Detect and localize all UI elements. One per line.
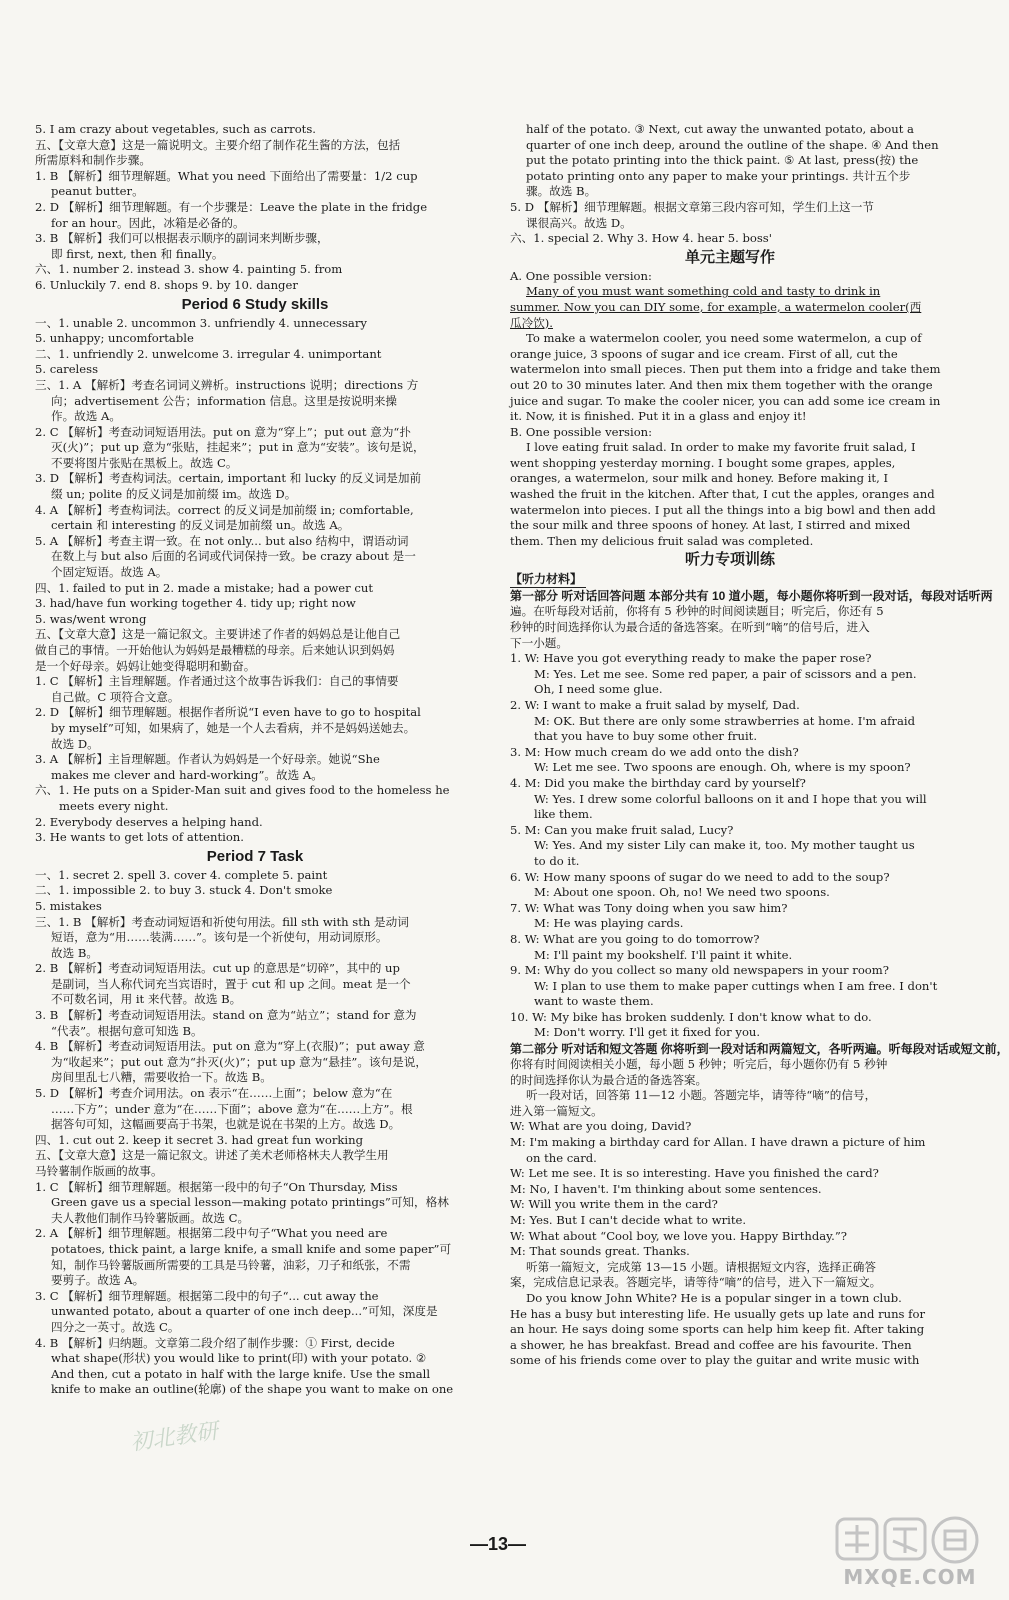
answer-circle-logo-icon bbox=[835, 1515, 983, 1567]
text-line: 2. B 【解析】考查动词短语用法。cut up 的意思是“切碎”，其中的 up bbox=[35, 961, 400, 976]
listening-material-label: 【听力材料】 bbox=[510, 571, 586, 588]
text-line: 五、【文章大意】这是一篇记叙文。讲述了美术老师格林夫人教学生用 bbox=[35, 1148, 389, 1163]
text-line: some of his friends come over to play the guitar and write music with bbox=[510, 1353, 920, 1368]
text-line: put the potato printing into the thick paint. ⑤ At last, press(按) the bbox=[526, 153, 919, 168]
watermark-stamp: 初北教研 bbox=[128, 1418, 220, 1456]
text-line: 自己做。C 项符合文意。 bbox=[51, 689, 180, 704]
text-line: 四、1. failed to put in 2. made a mistake; had a power cut bbox=[35, 580, 373, 595]
text-line: 2. W: I want to make a fruit salad by myself, Dad. bbox=[510, 698, 800, 712]
text-line: 5. mistakes bbox=[35, 898, 102, 913]
label-row bbox=[510, 571, 950, 588]
text-line: 5. was/went wrong bbox=[35, 611, 147, 626]
part-heading: 第一部分 听对话回答问题 本部分共有 10 道小题，每小题你将听到一段对话，每段对话听两 bbox=[510, 589, 993, 604]
text-line: it. Now, it is finished. Put it in a glass and enjoy it! bbox=[510, 409, 807, 424]
text-line: 马铃薯制作版画的故事。 bbox=[35, 1164, 163, 1178]
text-line: 要剪子。故选 A。 bbox=[51, 1273, 145, 1288]
text-line: 案，完成信息记录表。答题完毕，请等待“嘀”的信号，进入下一篇短文。 bbox=[510, 1275, 882, 1290]
text-line: 故选 B。 bbox=[51, 945, 98, 960]
text-line: 遍。在听每段对话前，你将有 5 秒钟的时间阅读题目；听完后，你还有 5 bbox=[510, 604, 884, 619]
text-line: for an hour。因此，冰箱是必备的。 bbox=[51, 215, 245, 230]
text-line: unwanted potato, about a quarter of one inch deep...”可知，深度是 bbox=[51, 1304, 438, 1319]
text-line: W: What about “Cool boy, we love you. Happy Birthday.”? bbox=[510, 1228, 847, 1243]
text-line: an hour. He says doing some sports can help him keep fit. After taking bbox=[510, 1322, 925, 1337]
text-line: Oh, I need some glue. bbox=[534, 682, 663, 697]
text-line: 6. Unluckily 7. end 8. shops 9. by 10. danger bbox=[35, 277, 298, 292]
text-line: 3. C 【解析】细节理解题。根据第二段中的句子“... cut away the bbox=[35, 1288, 379, 1303]
text-line: 个固定短语。故选 A。 bbox=[51, 565, 168, 580]
text-line: 四、1. cut out 2. keep it secret 3. had great fun working bbox=[35, 1132, 364, 1147]
text-line: 3. D 【解析】考查构词法。certain, important 和 lucky 的反义词是加前 bbox=[35, 471, 422, 486]
text-line: 即 first, next, then 和 finally。 bbox=[51, 246, 224, 261]
text-line: 所需原料和制作步骤。 bbox=[35, 153, 151, 168]
section-heading: Period 7 Task bbox=[206, 847, 304, 865]
text-line: 3. M: How much cream do we add onto the dish? bbox=[510, 744, 799, 759]
text-line: M: OK. But there are only some strawberries at home. I'm afraid bbox=[534, 713, 915, 728]
text-line: 三、1. A 【解析】考查名词词义辨析。instructions 说明；directions 方 bbox=[35, 377, 419, 392]
text-line: the sour milk and three spoons of honey. At last, I stirred and mixed bbox=[510, 518, 911, 533]
text-line: 据答句可知，这幅画要高于书架，也就是说在书架的上方。故选 D。 bbox=[51, 1117, 401, 1132]
text-line: ……下方”；under 意为“在……下面”；above 意为“在……上方”。根 bbox=[51, 1101, 413, 1116]
text-line: M: No, I haven't. I'm thinking about some sentences. bbox=[510, 1181, 822, 1196]
site-watermark-logo bbox=[835, 1515, 985, 1595]
text-line: 六、1. He puts on a Spider-Man suit and gives food to the homeless he bbox=[35, 783, 450, 798]
text-line: 9. M: Why do you collect so many old newspapers in your room? bbox=[510, 963, 889, 978]
text-line: 2. C 【解析】考查动词短语用法。put on 意为“穿上”；put out 意为“扑 bbox=[35, 424, 411, 439]
text-line: 作。故选 A。 bbox=[51, 409, 122, 424]
text-line: W: Will you write them in the card? bbox=[510, 1197, 718, 1212]
left-column bbox=[35, 122, 475, 1398]
text-line: Many of you must want something cold and tasty to drink in bbox=[526, 284, 881, 299]
text-line: 为“收起来”；put out 意为“扑灭(火)”；put up 意为“悬挂”。该句是说， bbox=[51, 1054, 427, 1069]
text-line: out 20 to 30 minutes later. And then mix them together with the orange bbox=[510, 377, 933, 392]
text-line: 是副词，当人称代词充当宾语时，置于 cut 和 up 之间。meat 是一个 bbox=[51, 976, 411, 991]
text-line: 5. M: Can you make fruit salad, Lucy? bbox=[510, 822, 734, 837]
text-line: 听一段对话，回答第 11—12 小题。答题完毕，请等待“嘀”的信号， bbox=[526, 1088, 877, 1103]
text-line: oranges, a watermelon, sour milk and honey. Before making it, I bbox=[510, 471, 889, 486]
text-line: on the card. bbox=[526, 1150, 597, 1165]
text-line: 4. B 【解析】归纳题。文章第二段介绍了制作步骤：① First, decide bbox=[35, 1335, 395, 1350]
text-line: W: I plan to use them to make paper cuttings when I am free. I don't bbox=[534, 978, 938, 993]
text-line: 一、1. unable 2. uncommon 3. unfriendly 4. unnecessary bbox=[35, 315, 367, 330]
text-line: certain 和 interesting 的反义词是加前缀 un。故选 A。 bbox=[51, 518, 350, 533]
text-line: 4. M: Did you make the birthday card by yourself? bbox=[510, 775, 806, 790]
text-line: 六、1. number 2. instead 3. show 4. painting 5. from bbox=[35, 262, 343, 277]
text-line: 2. Everybody deserves a helping hand. bbox=[35, 814, 263, 829]
text-line: 灭(火)”；put up 意为“张贴，挂起来”；put in 意为“安装”。该句是说， bbox=[51, 440, 425, 455]
text-line: 你将有时间阅读相关小题，每小题 5 秒钟；听完后，每小题你仍有 5 秒钟 bbox=[510, 1057, 888, 1072]
text-line: a shower, he has breakfast. Bread and coffee are his favourite. Then bbox=[510, 1337, 912, 1352]
text-line: 5. D 【解析】细节理解题。根据文章第三段内容可知，学生们上这一节 bbox=[510, 199, 874, 214]
text-line: 夫人教他们制作马铃薯版画。故选 C。 bbox=[51, 1210, 250, 1225]
text-line: 三、1. B 【解析】考查动词短语和祈使句用法。fill sth with sth 是动词 bbox=[35, 914, 409, 929]
text-line: 6. W: How many spoons of sugar do we need to add to the soup? bbox=[510, 869, 890, 884]
text-line: 一、1. secret 2. spell 3. cover 4. complete 5. paint bbox=[35, 867, 328, 882]
text-line: W: Let me see. Two spoons are enough. Oh, where is my spoon? bbox=[534, 760, 911, 775]
text-line: juice and sugar. To make the cooler nicer, you can add some ice cream in bbox=[510, 393, 941, 408]
text-line: “代表”。根据句意可知选 B。 bbox=[51, 1023, 203, 1038]
text-line: 5. I am crazy about vegetables, such as carrots. bbox=[35, 122, 316, 136]
text-line: that you have to buy some other fruit. bbox=[534, 729, 758, 744]
text-line: M: Yes. Let me see. Some red paper, a pair of scissors and a pen. bbox=[534, 666, 917, 681]
text-line: 3. B 【解析】我们可以根据表示顺序的副词来判断步骤， bbox=[35, 231, 329, 246]
text-line: 骤。故选 B。 bbox=[526, 184, 597, 199]
text-line: M: That sounds great. Thanks. bbox=[510, 1244, 690, 1259]
text-line: To make a watermelon cooler, you need some watermelon, a cup of bbox=[526, 331, 922, 346]
text-line: M: Yes. But I can't decide what to write. bbox=[510, 1213, 747, 1227]
text-line: M: I'm making a birthday card for Allan. I have drawn a picture of him bbox=[510, 1135, 926, 1150]
text-line: 5. unhappy; uncomfortable bbox=[35, 331, 194, 346]
text-line: 做自己的事情。一开始他认为妈妈是最糟糕的母亲。后来她认识到妈妈 bbox=[35, 643, 395, 657]
text-line: potato printing onto any paper to make your printings. 共计五个步 bbox=[526, 168, 911, 183]
text-line: 进入第一篇短文。 bbox=[510, 1103, 603, 1118]
text-line: 3. He wants to get lots of attention. bbox=[35, 830, 244, 845]
text-line: 故选 D。 bbox=[51, 736, 99, 751]
page-number: —13— bbox=[469, 1534, 527, 1554]
text-line: W: Yes. And my sister Lily can make it, too. My mother taught us bbox=[534, 838, 915, 853]
text-line: 六、1. special 2. Why 3. How 4. hear 5. boss' bbox=[510, 231, 772, 246]
text-line: M: Don't worry. I'll get it fixed for you. bbox=[534, 1025, 761, 1040]
text-line: And then, cut a potato in half with the large knife. Use the small bbox=[51, 1366, 431, 1381]
text-line: makes me clever and hard-working”。故选 A。 bbox=[51, 767, 323, 782]
text-line: 2. D 【解析】细节理解题。有一个步骤是：Leave the plate in the fridge bbox=[35, 199, 428, 214]
text-line: washed the fruit in the kitchen. After that, I cut the apples, oranges and bbox=[510, 487, 935, 502]
text-line: M: About one spoon. Oh, no! We need two spoons. bbox=[534, 885, 830, 900]
text-line: 不要将图片张贴在黑板上。故选 C。 bbox=[51, 455, 238, 470]
right-column bbox=[510, 122, 1009, 1369]
text-line: to do it. bbox=[534, 853, 580, 868]
text-line: M: He was playing cards. bbox=[534, 916, 684, 931]
text-line: watermelon into small pieces. Then put them into a fridge and take them bbox=[510, 362, 941, 377]
text-line: 听第一篇短文，完成第 13—15 小题。请根据短文内容，选择正确答 bbox=[526, 1259, 876, 1274]
text-line: peanut butter。 bbox=[51, 184, 144, 199]
text-line: 2. A 【解析】细节理解题。根据第二段中句子“What you need are bbox=[35, 1226, 388, 1241]
text-line: by myself”可知，如果病了，她是一个人去看病，并不是妈妈送她去。 bbox=[51, 720, 416, 735]
text-line: 5. D 【解析】考查介词用法。on 表示“在……上面”；below 意为“在 bbox=[35, 1086, 393, 1101]
text-line: 是一个好母亲。妈妈让她变得聪明和勤奋。 bbox=[35, 658, 256, 673]
text-line: B. One possible version: bbox=[510, 424, 653, 439]
watermark-url: MXQE.COM bbox=[843, 1565, 977, 1589]
text-line: 秒钟的时间选择你认为最合适的备选答案。在听到“嘀”的信号后，进入 bbox=[510, 620, 870, 635]
text-line: 五、【文章大意】这是一篇记叙文。主要讲述了作者的妈妈总是让他自己 bbox=[35, 627, 401, 642]
section-heading: Period 6 Study skills bbox=[181, 295, 329, 313]
text-line: 5. A 【解析】考查主谓一致。在 not only... but also 结构中，谓语动词 bbox=[35, 533, 409, 548]
text-line: 3. had/have fun working together 4. tidy up; right now bbox=[35, 596, 356, 611]
text-line: 1. W: Have you got everything ready to make the paper rose? bbox=[510, 651, 872, 666]
text-line: A. One possible version: bbox=[510, 268, 652, 283]
text-line: 向；advertisement 公告；information 信息。这里是按说明来操 bbox=[51, 393, 398, 408]
section-heading: 听力专项训练 bbox=[684, 551, 775, 569]
text-line: 5. careless bbox=[35, 362, 99, 377]
text-line: 4. A 【解析】考查构词法。correct 的反义词是加前缀 in; comfortable, bbox=[35, 502, 414, 517]
text-line: 四分之一英寸。故选 C。 bbox=[51, 1319, 180, 1334]
text-line: 3. B 【解析】考查动词短语用法。stand on 意为“站立”；stand for 意为 bbox=[35, 1008, 417, 1023]
text-line: 短语，意为“用……装满……”。该句是一个祈使句，用动词原形。 bbox=[51, 930, 388, 945]
text-line: like them. bbox=[534, 807, 593, 822]
text-line: watermelon into pieces. I put all the things into a big bowl and then add bbox=[510, 502, 936, 517]
text-line: 五、【文章大意】这是一篇说明文。主要介绍了制作花生酱的方法，包括 bbox=[35, 137, 401, 152]
text-line: orange juice, 3 spoons of sugar and ice cream. First of all, cut the bbox=[510, 346, 898, 361]
text-line: W: What are you doing, David? bbox=[510, 1119, 692, 1134]
text-line: 课很高兴。故选 D。 bbox=[526, 215, 632, 230]
text-line: 在数上与 but also 后面的名词或代词保持一致。be crazy about 是一 bbox=[51, 549, 416, 564]
text-line: what shape(形状) you would like to print(印) with your potato. ② bbox=[51, 1351, 427, 1366]
text-line: meets every night. bbox=[59, 798, 169, 813]
part-heading: 第二部分 听对话和短文答题 你将听到一段对话和两篇短文，各听两遍。听每段对话或短文前， bbox=[510, 1042, 1009, 1057]
text-line: 1. C 【解析】细节理解题。根据第一段中的句子“On Thursday, Miss bbox=[35, 1179, 398, 1194]
text-line: 房间里乱七八糟，需要收拾一下。故选 B。 bbox=[51, 1070, 272, 1085]
text-line: potatoes, thick paint, a large knife, a small knife and some paper”可 bbox=[51, 1241, 452, 1256]
text-line: 2. D 【解析】细节理解题。根据作者所说“I even have to go to hospital bbox=[35, 705, 421, 720]
text-line: half of the potato. ③ Next, cut away the unwanted potato, about a bbox=[526, 122, 914, 136]
text-line: Do you know John White? He is a popular singer in a town club. bbox=[526, 1290, 902, 1305]
text-line: W: Let me see. It is so interesting. Have you finished the card? bbox=[510, 1166, 879, 1181]
text-line: 3. A 【解析】主旨理解题。作者认为妈妈是一个好母亲。她说“She bbox=[35, 752, 380, 767]
text-line: 8. W: What are you going to do tomorrow? bbox=[510, 931, 760, 946]
text-line: summer. Now you can DIY some, for example, a watermelon cooler(西 bbox=[510, 299, 922, 314]
text-line: Green gave us a special lesson—making potato printings”可知，格林 bbox=[51, 1195, 449, 1210]
text-line: knife to make an outline(轮廓) of the shape you want to make on one bbox=[51, 1382, 454, 1397]
text-line: 知，制作马铃薯版画所需要的工具是马铃薯，油彩，刀子和纸张，不需 bbox=[51, 1257, 411, 1272]
text-line: 不可数名词，用 it 来代替。故选 B。 bbox=[51, 992, 242, 1007]
text-line: He has a busy but interesting life. He usually gets up late and runs for bbox=[510, 1306, 925, 1321]
text-line: 1. B 【解析】细节理解题。What you need 下面给出了需要量：1/2 cup bbox=[35, 168, 418, 183]
text-line: 下一小题。 bbox=[510, 635, 568, 650]
text-line: 二、1. impossible 2. to buy 3. stuck 4. Don't smoke bbox=[35, 883, 333, 898]
text-line: 缀 un; polite 的反义词是加前缀 im。故选 D。 bbox=[51, 487, 297, 502]
text-line: 1. C 【解析】主旨理解题。作者通过这个故事告诉我们：自己的事情要 bbox=[35, 674, 399, 689]
text-line: 10. W: My bike has broken suddenly. I don't know what to do. bbox=[510, 1009, 872, 1024]
text-line: went shopping yesterday morning. I bought some grapes, apples, bbox=[510, 455, 896, 470]
text-line: them. Then my delicious fruit salad was completed. bbox=[510, 533, 814, 548]
text-line: 4. B 【解析】考查动词短语用法。put on 意为“穿上(衣服)”；put away 意 bbox=[35, 1039, 425, 1054]
text-line: 二、1. unfriendly 2. unwelcome 3. irregular 4. unimportant bbox=[35, 346, 382, 361]
text-line: 7. W: What was Tony doing when you saw him? bbox=[510, 900, 788, 915]
text-line: 的时间选择你认为最合适的备选答案。 bbox=[510, 1072, 708, 1087]
text-line: 瓜冷饮). bbox=[510, 315, 553, 330]
text-line: W: Yes. I drew some colorful balloons on it and I hope that you will bbox=[534, 791, 927, 806]
text-line: M: I'll paint my bookshelf. I'll paint it white. bbox=[534, 947, 793, 962]
text-line: I love eating fruit salad. In order to make my favorite fruit salad, I bbox=[526, 440, 916, 455]
section-heading: 单元主题写作 bbox=[684, 248, 775, 266]
text-line: quarter of one inch deep, around the outline of the shape. ④ And then bbox=[526, 137, 939, 152]
text-line: want to waste them. bbox=[534, 994, 654, 1009]
